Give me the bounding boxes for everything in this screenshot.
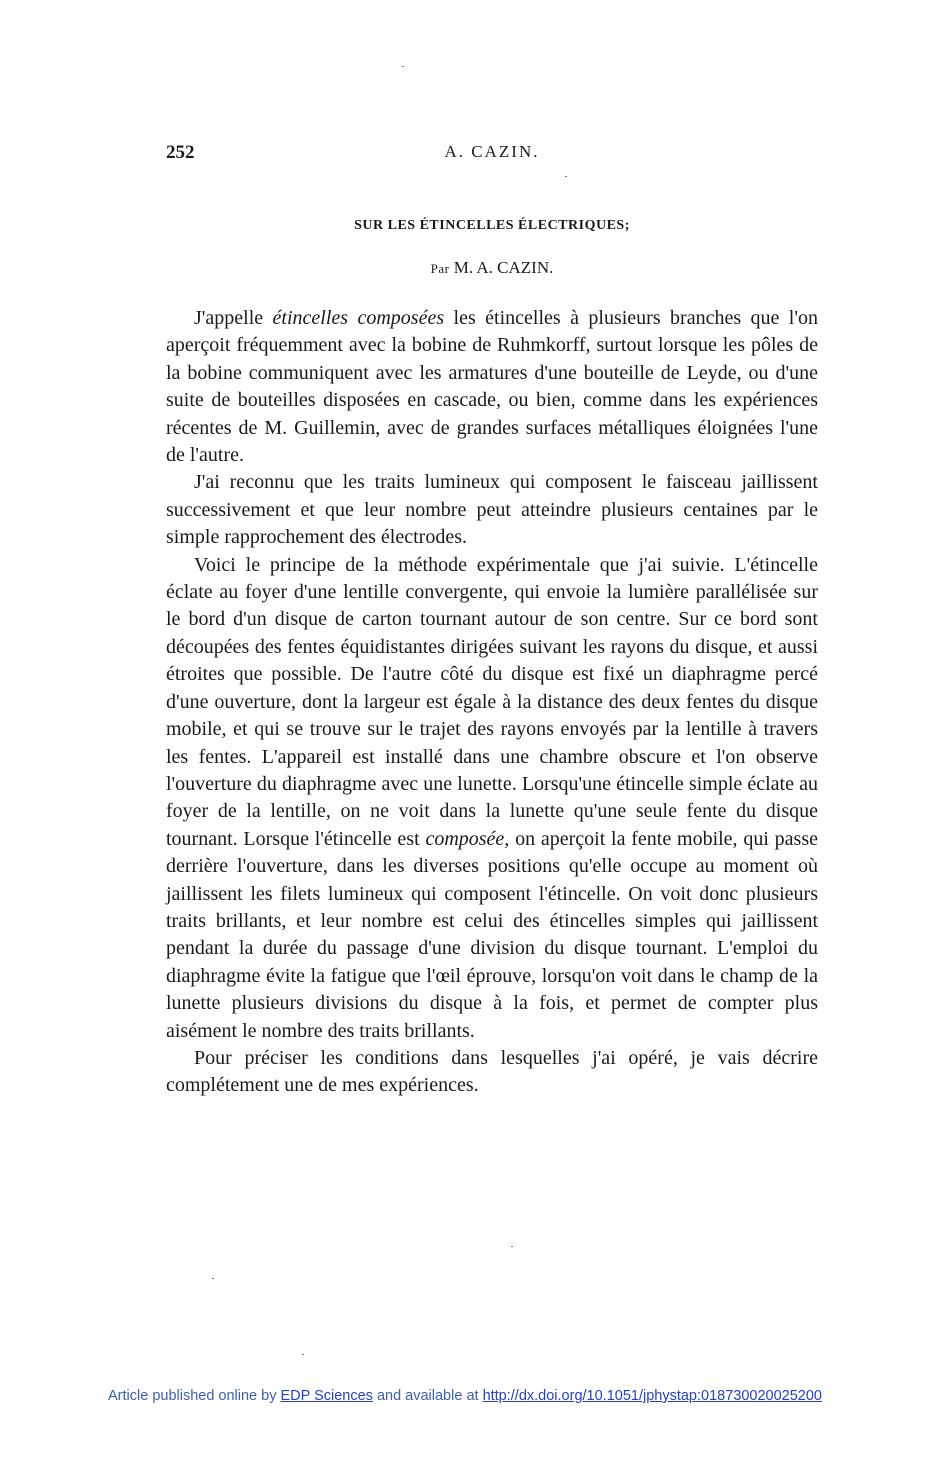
- paragraph-text: J'appelle: [194, 307, 273, 329]
- byline-name: M. A. CAZIN.: [453, 258, 554, 277]
- scan-speck: [302, 1354, 304, 1355]
- byline: [166, 258, 818, 278]
- article-body: [166, 305, 818, 1100]
- running-head: [166, 142, 818, 168]
- footer-middle: and available at: [376, 1388, 479, 1404]
- paragraph-text: les étincelles à plusieurs branches que l'on aperçoit fréquemment avec la bobine de Ruhmkorff, surtout lorsque les pôles de la bobine communiquent avec les armatures d'une bouteille de Leyde, ou d'une suite de bouteilles disposées en cascade, ou bien, comme dans les expériences récentes de M. Guillemin, avec de grandes surfaces métalliques éloignées l'une de l'autre.: [166, 307, 818, 467]
- paragraph-text: on aperçoit la fente mobile, qui passe derrière l'ouverture, dans les diverses positions qu'elle occupe au moment où jaillissent les filets lumineux qui composent l'étincelle. On voit donc plusieurs traits brillants, et leur nombre est celui des étincelles simples qui jaillissent pendant la durée du passage d'une division du disque tournant. L'emploi du diaphragme évite la fatigue que l'œil éprouve, lorsqu'on voit dans le champ de la lunette plusieurs divisions du disque à la fois, et permet de compter plus aisément le nombre des traits brillants.: [166, 827, 818, 1042]
- scan-speck: [212, 1278, 214, 1279]
- paragraph-1: [166, 305, 818, 469]
- paragraph-text: Voici le principe de la méthode expérimentale que j'ai suivie. L'étincelle éclate au foyer d'une lentille convergente, qui envoie la lumière parallélisée sur le bord d'un disque de carton tournant autour de son centre. Sur ce bord sont découpées des fentes équidistantes dirigées suivant les rayons du disque, et aussi étroites que possible. De l'autre côté du disque est fixé un diaphragme percé d'une ouverture, dont la largeur est égale à la distance des deux fentes du disque mobile, et qui se trouve sur le trajet des rayons envoyés par la lentille à travers les fentes. L'appareil est installé dans une chambre obscure et l'on observe l'ouverture du diaphragme avec une lunette. Lorsqu'une étincelle simple éclate au foyer de la lentille, on ne voit dans la lunette qu'une seule fente du disque tournant. Lorsque l'étincelle est: [166, 553, 818, 850]
- article-title: SUR LES ÉTINCELLES ÉLECTRIQUES;: [354, 218, 630, 233]
- doi-link[interactable]: http://dx.doi.org/10.1051/jphystap:018730020025200: [482, 1388, 822, 1404]
- running-title: A. CAZIN.: [444, 142, 540, 161]
- byline-prefix: Par: [430, 261, 450, 276]
- scan-speck: [402, 66, 404, 67]
- paragraph-4: Pour préciser les conditions dans lesquelles j'ai opéré, je vais décrire complétement une de mes expériences.: [166, 1046, 818, 1097]
- scan-speck: [511, 1246, 513, 1247]
- italic-term: composée,: [425, 827, 510, 850]
- paragraph-2: J'ai reconnu que les traits lumineux qui composent le faisceau jaillissent successivement et que leur nombre peut atteindre plusieurs centaines par le simple rapprochement des électrodes.: [166, 471, 818, 549]
- footer-prefix: Article published online by: [108, 1388, 277, 1404]
- paragraph-3: [166, 552, 818, 1045]
- italic-term: étincelles composées: [272, 307, 445, 329]
- publication-footer: [0, 1388, 930, 1404]
- scan-speck: [565, 176, 567, 177]
- publisher-link[interactable]: EDP Sciences: [280, 1388, 373, 1404]
- page-number: 252: [166, 142, 195, 163]
